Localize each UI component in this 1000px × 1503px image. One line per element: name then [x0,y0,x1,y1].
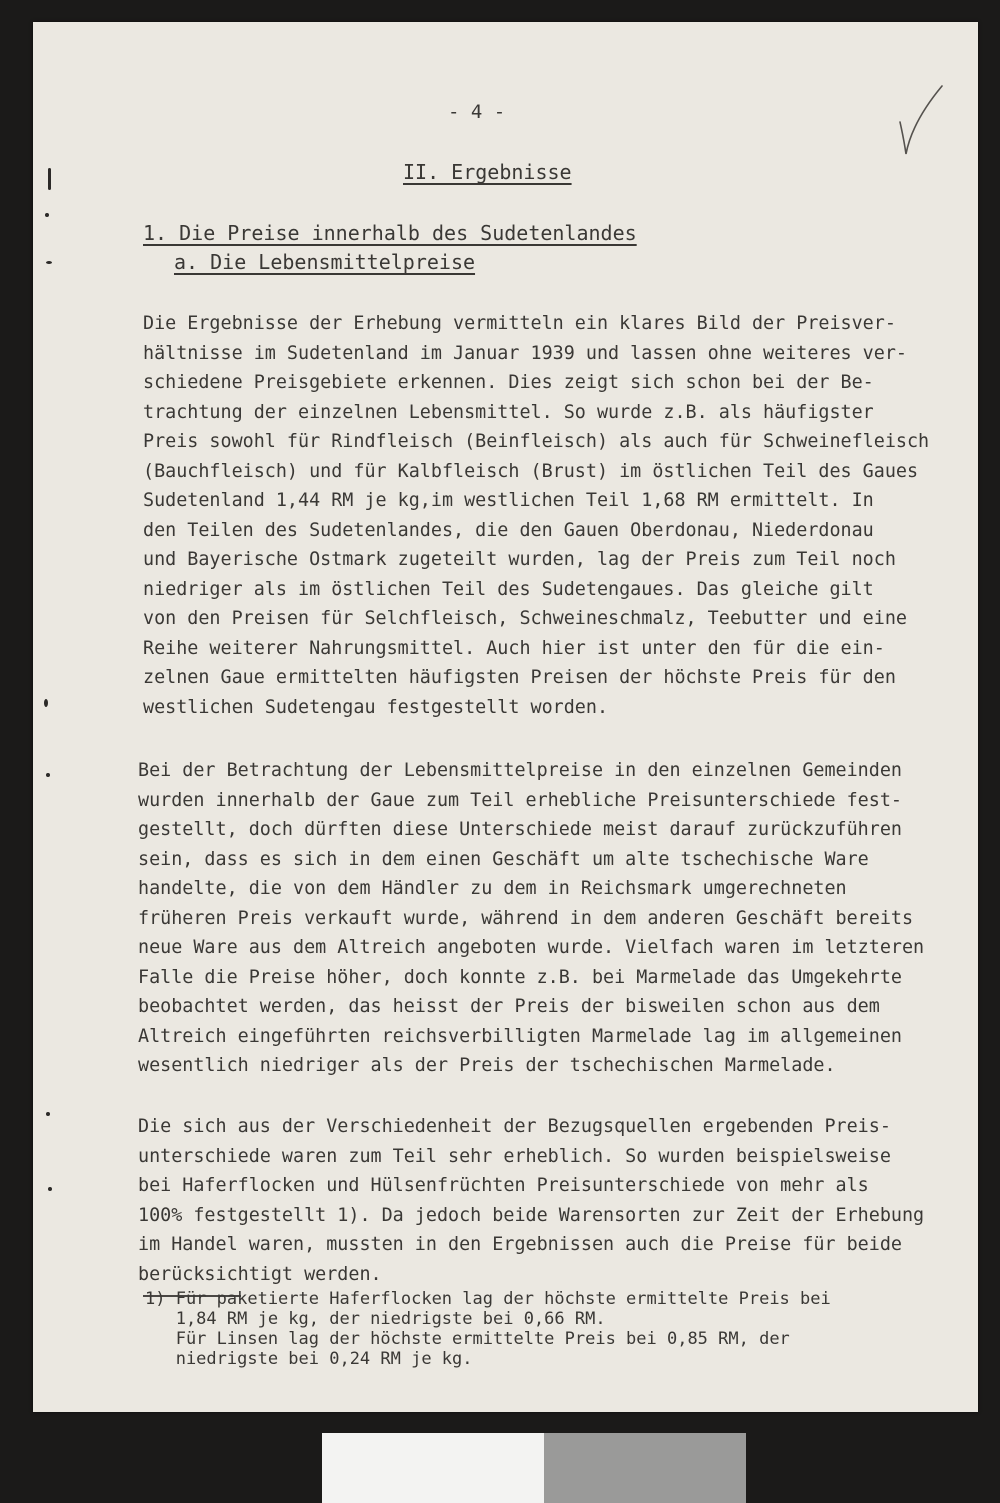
margin-dot [48,1187,52,1191]
subheading-food-prices: a. Die Lebensmittelpreise [174,250,476,274]
section-title: II. Ergebnisse [403,160,572,184]
paragraph-2: Bei der Betrachtung der Lebensmittelpreise in den einzelnen Gemeinden wurden innerhalb der Gaue zum Teil erhebliche Preisunterschiede fest- gestellt, doch dürften diese Unterschiede meist darauf zurückzuführen sein, dass es sich in dem einen Geschäft um alte tschechische Ware handelte, die von dem Händler zu dem in Reichsmark umgerechneten früheren Preis verkauft wurde, während in dem anderen Geschäft bereits neue Ware aus dem Altreich angeboten wurde. Vielfach waren im letzteren Falle die Preise höher, doch konnte z.B. bei Marmelade das Umgekehrte beobachtet werden, das heisst der Preis der bisweilen schon aus dem Altreich eingeführten reichsverbilligten Marmelade lag im allgemeinen wesentlich niedriger als der Preis der tschechischen Marmelade. [138,760,925,1076]
margin-bracket-mark [48,168,51,190]
scan-calibration-strip-white [322,1433,544,1503]
margin-dot [46,261,52,264]
margin-dot [46,1112,50,1116]
margin-dot [44,699,48,707]
margin-dot [46,773,50,777]
paragraph-3: Die sich aus der Verschiedenheit der Bezugsquellen ergebenden Preis- unterschiede waren zum Teil sehr erheblich. So wurden beispielsweise bei Haferflocken und Hülsenfrüchten Preisunterschiede von mehr als 100% festgestellt 1). Da jedoch beide Warensorten zur Zeit der Erhebung im Handel waren, mussten in den Ergebnissen auch die Preise für beide berücksichtigt werden. [138,1116,925,1285]
page-number: - 4 - [448,101,506,123]
scan-calibration-strip-grey [544,1433,746,1503]
subheading-prices-sudetenland: 1. Die Preise innerhalb des Sudetenlandes [143,221,637,245]
footnote: 1) Für paketierte Haferflocken lag der höchste ermittelte Preis bei 1,84 RM je kg, der niedrigste bei 0,66 RM. Für Linsen lag der höchste ermittelte Preis bei 0,85 RM, der niedrigste bei 0,24 RM je kg. [145,1289,831,1369]
paragraph-1: Die Ergebnisse der Erhebung vermitteln ein klares Bild der Preisver- hältnisse im Sudetenland im Januar 1939 und lassen ohne weiteres ver- schiedene Preisgebiete erkennen. Dies zeigt sich schon bei der Be- trachtung der einzelnen Lebensmittel. So wurde z.B. als häufigster Preis sowohl für Rindfleisch (Beinfleisch) als auch für Schweinefleisch (Bauchfleisch) und für Kalbfleisch (Brust) im östlichen Teil des Gaues Sudetenland 1,44 RM je kg,im westlichen Teil 1,68 RM ermittelt. In den Teilen des Sudetenlandes, die den Gauen Oberdonau, Niederdonau und Bayerische Ostmark zugeteilt wurden, lag der Preis zum Teil noch niedriger als im östlichen Teil des Sudetengaues. Das gleiche gilt von den Preisen für Selchfleisch, Schweineschmalz, Teebutter und eine Reihe weiterer Nahrungsmittel. Auch hier ist unter den für die ein- zelnen Gaue ermittelten häufigsten Preisen der höchste Preis für den westlichen Sudetengau festgestellt worden. [143,313,930,718]
handwritten-checkmark-icon [890,82,950,167]
margin-dot [45,213,49,217]
